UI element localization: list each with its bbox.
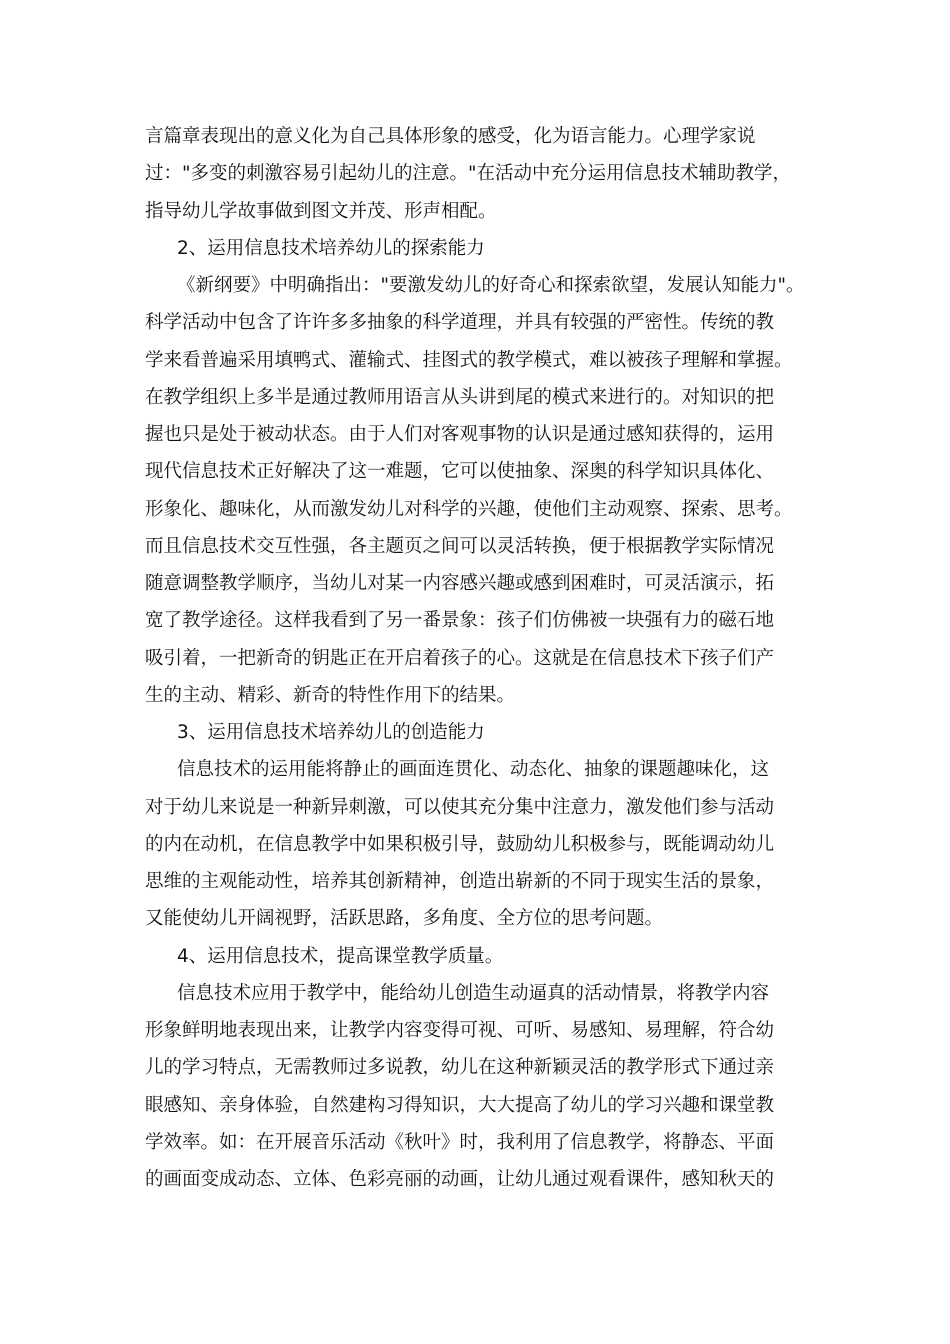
text-line: 现代信息技术正好解决了这一难题，它可以使抽象、深奥的科学知识具体化、 [145,461,775,483]
text-line: 的画面变成动态、立体、色彩亮丽的动画，让幼儿通过观看课件，感知秋天的 [145,1169,775,1190]
text-line: 形象化、趣味化，从而激发幼儿对科学的兴趣，使他们主动观察、探索、思考。 [145,498,793,520]
text-line: 而且信息技术交互性强，各主题页之间可以灵活转换，便于根据教学实际情况 [145,535,775,557]
text-line: 儿的学习特点，无需教师过多说教，幼儿在这种新颖灵活的教学形式下通过亲 [145,1057,775,1079]
text-line: 吸引着，一把新奇的钥匙正在开启着孩子的心。这就是在信息技术下孩子们产 [145,647,775,669]
text-line: 随意调整教学顺序，当幼儿对某一内容感兴趣或感到困难时，可灵活演示，拓 [145,573,775,594]
paragraph-start-line: 信息技术的运用能将静止的画面连贯化、动态化、抽象的课题趣味化，这 [177,759,770,781]
text-line: 在教学组织上多半是通过教师用语言从头讲到尾的模式来进行的。对知识的把 [145,386,775,408]
text-line: 学效率。如：在开展音乐活动《秋叶》时，我利用了信息教学，将静态、平面 [145,1131,775,1153]
text-line: 的内在动机，在信息教学中如果积极引导，鼓励幼儿积极参与，既能调动幼儿 [145,833,775,855]
text-line: 宽了教学途径。这样我看到了另一番景象：孩子们仿佛被一块强有力的磁石地 [145,610,775,632]
text-line: 言篇章表现出的意义化为自己具体形象的感受，化为语言能力。心理学家说 [145,126,756,147]
text-line: 指导幼儿学故事做到图文并茂、形声相配。 [145,200,497,222]
text-line: 科学活动中包含了许许多多抽象的科学道理，并具有较强的严密性。传统的教 [145,312,775,334]
text-line: 握也只是处于被动状态。由于人们对客观事物的认识是通过感知获得的，运用 [145,424,775,445]
text-line: 思维的主观能动性，培养其创新精神，创造出崭新的不同于现实生活的景象， [145,871,775,892]
text-line: 又能使幼儿开阔视野，活跃思路，多角度、全方位的思考问题。 [145,908,664,930]
paragraph-start-line: 2、运用信息技术培养幼儿的探索能力 [177,237,485,259]
text-line: 眼感知、亲身体验，自然建构习得知识，大大提高了幼儿的学习兴趣和课堂教 [145,1094,775,1116]
text-line: 对于幼儿来说是一种新异刺激，可以使其充分集中注意力，激发他们参与活动 [145,796,775,818]
text-line: 形象鲜明地表现出来，让教学内容变得可视、可听、易感知、易理解，符合幼 [145,1020,775,1041]
paragraph-start-line: 3、运用信息技术培养幼儿的创造能力 [177,722,485,743]
document-page [145,118,825,1198]
paragraph-start-line: 信息技术应用于教学中，能给幼儿创造生动逼真的活动情景，将教学内容 [177,982,770,1004]
text-line: 过："多变的刺激容易引起幼儿的注意。"在活动中充分运用信息技术辅助教学， [145,163,792,185]
paragraph-start-line: 4、运用信息技术，提高课堂教学质量。 [177,945,504,967]
text-line: 生的主动、精彩、新奇的特性作用下的结果。 [145,684,516,706]
text-line: 学来看普遍采用填鸭式、灌输式、挂图式的教学模式，难以被孩子理解和掌握。 [145,349,793,371]
paragraph-start-line: 《新纲要》中明确指出："要激发幼儿的好奇心和探索欲望，发展认知能力"。 [177,275,805,296]
